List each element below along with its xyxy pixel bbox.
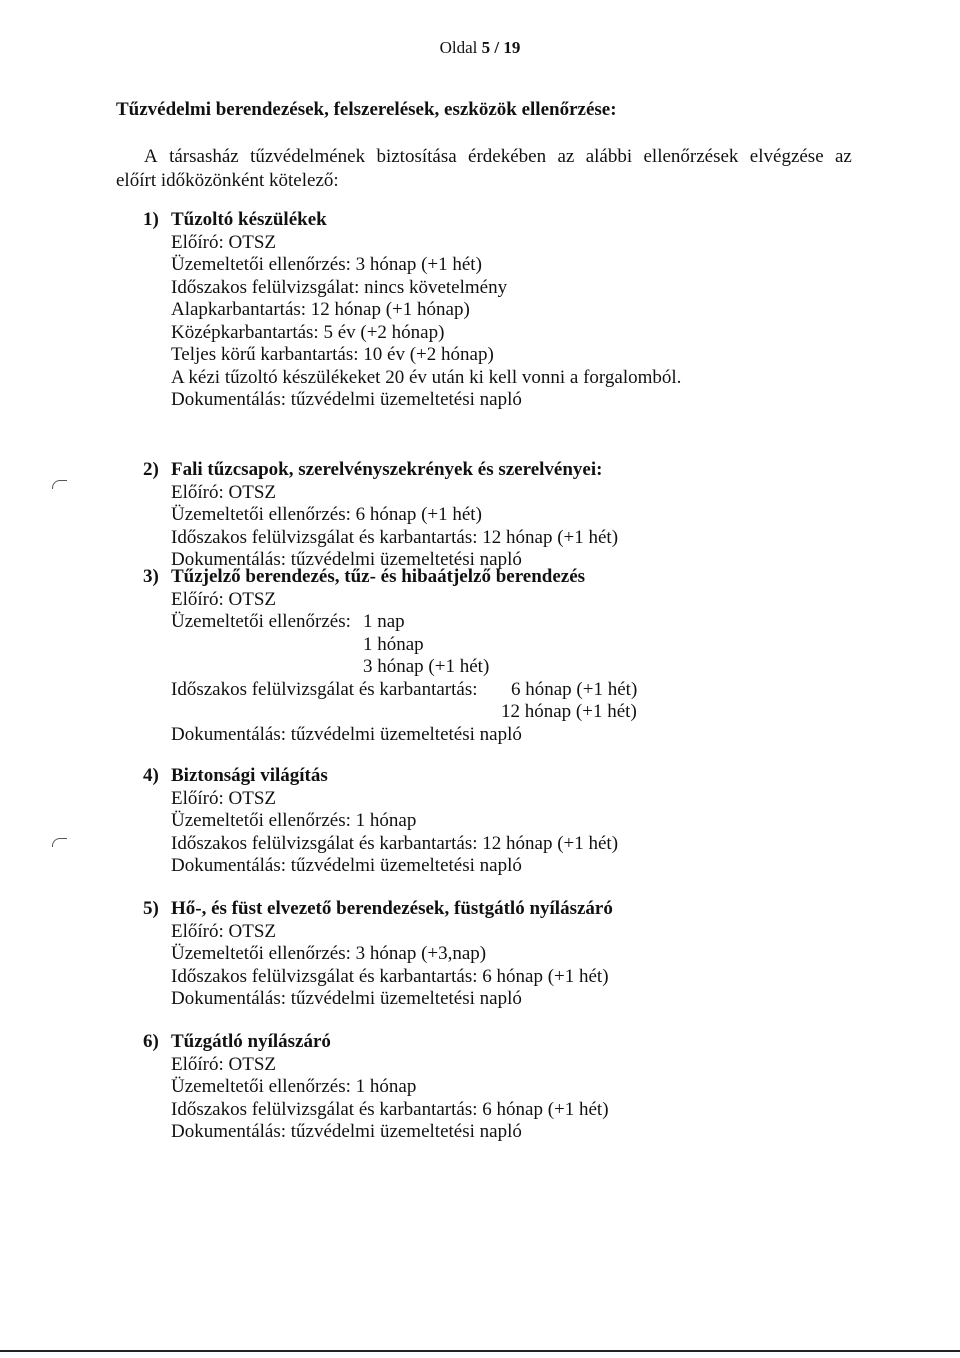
operator-check-value: 3 hónap (+1 hét) (363, 656, 490, 677)
intro-word: elvégzése (749, 146, 824, 167)
section-heading (143, 765, 618, 788)
operator-check-line: Üzemeltetői ellenőrzés: 1 hónap (171, 1076, 417, 1097)
section-number: 1) (143, 209, 159, 230)
page-number-header (0, 38, 960, 58)
operator-check-value: 1 hónap (363, 633, 424, 655)
section-number: 5) (143, 898, 159, 919)
withdrawal-note-line: A kézi tűzoltó készülékeket 20 év után ki kell vonni a forgalomból. (171, 366, 682, 388)
section-body (143, 232, 681, 412)
mid-maintenance-line: Középkarbantartás: 5 év (+2 hónap) (171, 321, 445, 343)
documentation-line: Dokumentálás: tűzvédelmi üzemeltetési napló (171, 988, 522, 1009)
periodic-inspection-value: 12 hónap (+1 hét) (501, 701, 637, 722)
section-smoke-extraction (143, 898, 613, 1011)
intro-word: az (835, 146, 852, 167)
intro-line-2: előírt időközönként kötelező: (116, 170, 339, 191)
section-heading (143, 1031, 609, 1054)
preparer-line: Előíró: OTSZ (171, 481, 277, 503)
periodic-inspection-label: Időszakos felülvizsgálat és karbantartás: (171, 678, 478, 700)
section-fire-extinguishers (143, 209, 681, 412)
preparer-line: Előíró: OTSZ (171, 787, 277, 809)
periodic-inspection-line: Időszakos felülvizsgálat és karbantartás: 6 hónap (+1 hét) (171, 1098, 609, 1120)
intro-word: biztosítása (376, 146, 457, 167)
operator-check-line: Üzemeltetői ellenőrzés: 1 hónap (171, 810, 417, 831)
intro-word: alábbi (585, 146, 633, 167)
documentation-line: Dokumentálás: tűzvédelmi üzemeltetési napló (171, 723, 522, 745)
operator-check-line: Üzemeltetői ellenőrzés: 3 hónap (+3,nap) (171, 943, 487, 964)
section-title: Tűzgátló nyílászáró (171, 1031, 331, 1052)
section-heading (143, 898, 613, 921)
intro-paragraph (116, 145, 852, 193)
operator-check-line: Üzemeltetői ellenőrzés: 6 hónap (+1 hét) (171, 504, 482, 525)
intro-word: A (144, 146, 158, 167)
section-wall-hydrants (143, 459, 618, 572)
section-emergency-lighting (143, 765, 618, 878)
full-maintenance-line: Teljes körű karbantartás: 10 év (+2 hónap) (171, 344, 494, 365)
basic-maintenance-line: Alapkarbantartás: 12 hónap (+1 hónap) (171, 299, 470, 320)
documentation-line: Dokumentálás: tűzvédelmi üzemeltetési napló (171, 855, 522, 876)
scan-bottom-edge (0, 1350, 960, 1352)
section-title: Biztonsági világítás (171, 765, 328, 786)
periodic-inspection-line: Időszakos felülvizsgálat és karbantartás: 12 hónap (+1 hét) (171, 832, 619, 854)
periodic-inspection-line: Időszakos felülvizsgálat és karbantartás: 6 hónap (+1 hét) (171, 965, 609, 987)
section-body (143, 788, 618, 878)
operator-check-value: 1 nap (363, 611, 405, 632)
section-title: Tűzoltó készülékek (171, 209, 327, 230)
periodic-inspection-value: 6 hónap (+1 hét) (511, 678, 638, 700)
page-number: 5 / 19 (481, 38, 521, 57)
section-title: Hő-, és füst elvezető berendezések, füstgátló nyílászáró (171, 898, 613, 919)
periodic-inspection-line: Időszakos felülvizsgálat: nincs követelmény (171, 276, 508, 298)
operator-check-line (171, 611, 637, 634)
scan-mark (52, 480, 67, 489)
preparer-line: Előíró: OTSZ (171, 588, 277, 610)
section-number: 6) (143, 1031, 159, 1052)
operator-check-label: Üzemeltetői ellenőrzés: (171, 611, 351, 632)
periodic-inspection-line: Időszakos felülvizsgálat és karbantartás: 12 hónap (+1 hét) (171, 526, 619, 548)
section-number: 4) (143, 765, 159, 786)
preparer-line: Előíró: OTSZ (171, 231, 277, 253)
section-number: 2) (143, 459, 159, 480)
intro-word: társasház (169, 146, 239, 167)
section-title: Tűzjelző berendezés, tűz- és hibaátjelző berendezés (171, 566, 586, 587)
periodic-inspection-line (171, 679, 637, 702)
section-body (143, 482, 618, 572)
section-fire-alarm (143, 566, 637, 746)
section-heading (143, 459, 618, 482)
preparer-line: Előíró: OTSZ (171, 920, 277, 942)
documentation-line: Dokumentálás: tűzvédelmi üzemeltetési napló (171, 549, 522, 570)
scan-mark (52, 838, 67, 847)
document-title: Tűzvédelmi berendezések, felszerelések, eszközök ellenőrzése: (116, 99, 617, 120)
operator-check-line: Üzemeltetői ellenőrzés: 3 hónap (+1 hét) (171, 254, 482, 275)
section-heading (143, 209, 681, 232)
section-title: Fali tűzcsapok, szerelvényszekrények és szerelvényei: (171, 459, 603, 480)
section-fire-door (143, 1031, 609, 1144)
section-heading (143, 566, 637, 589)
section-body (143, 921, 613, 1011)
intro-word: tűzvédelmének (250, 146, 366, 167)
preparer-line: Előíró: OTSZ (171, 1053, 277, 1075)
intro-word: érdekében (468, 146, 547, 167)
section-body (143, 589, 637, 747)
intro-word: ellenőrzések (643, 146, 739, 167)
documentation-line: Dokumentálás: tűzvédelmi üzemeltetési napló (171, 1121, 522, 1142)
intro-word: az (557, 146, 575, 167)
documentation-line: Dokumentálás: tűzvédelmi üzemeltetési napló (171, 389, 522, 410)
page-label: Oldal (439, 38, 478, 57)
intro-line-1 (116, 145, 852, 169)
section-body (143, 1054, 609, 1144)
section-number: 3) (143, 566, 159, 587)
